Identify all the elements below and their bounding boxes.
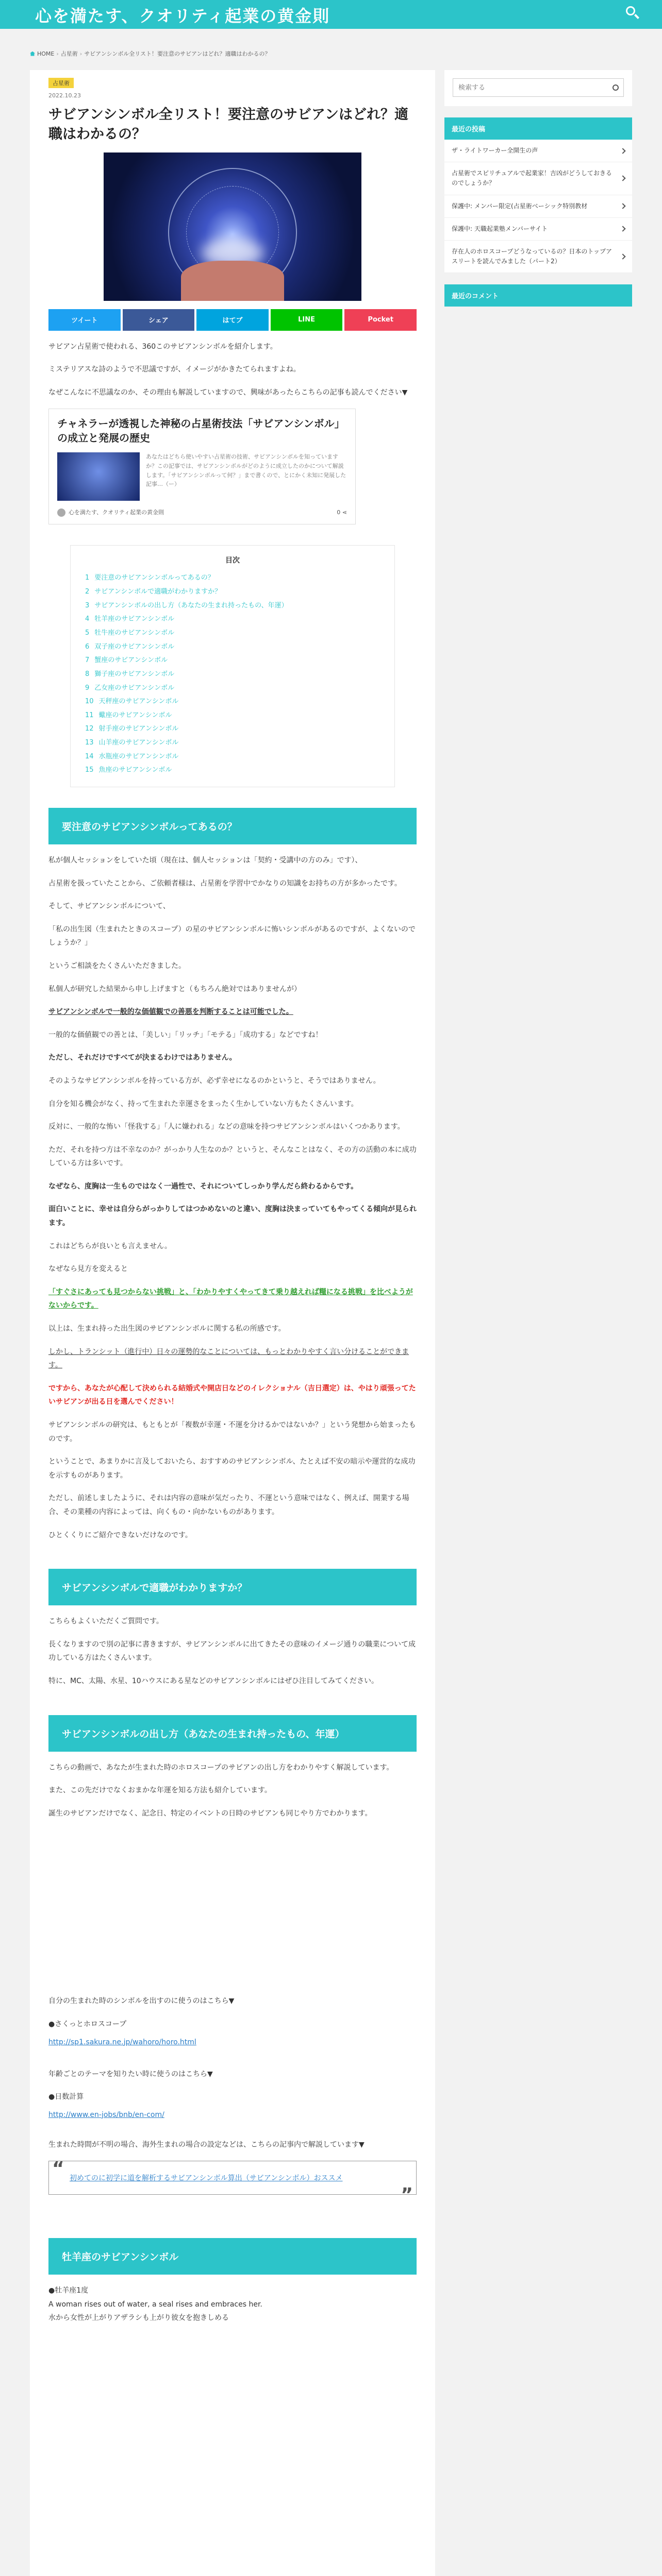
body-text: 自分を知る機会がなく、持って生まれた幸運さをまったく生かしていない方もたくさんいます。 [48, 1099, 358, 1108]
article-title: サビアンシンボル全リスト！要注意のサビアンはどれ？適職はわかるの？ [48, 107, 408, 142]
body-text: 水から女性が上がりアザラシも上がり彼女を抱きしめる [48, 2314, 229, 2323]
site-header [0, 0, 662, 29]
sidebar [444, 70, 632, 307]
card-thumbnail[interactable] [57, 452, 140, 501]
avatar [57, 509, 65, 517]
horoscope-link[interactable]: http://sp1.sakura.ne.jp/wahoro/horo.html [48, 2038, 196, 2046]
search-icon[interactable] [613, 84, 619, 91]
body-text: 反対に、一般的な怖い「怪我する」「人に嫌われる」などの意味を持つサビアンシンボルはいくつかあります。 [48, 1123, 405, 1131]
quote-link[interactable]: 初めてのに初学に道を解析するサビアンシンボル算出（サビアンシンボル）おススメ [70, 2174, 343, 2183]
body-text: ということで、あまりかに言及しておいたら、おすすめのサビアンシンボル、たとえば不安の暗示や運営的な成功を示すものがあります。 [48, 1458, 416, 1480]
body-text: ●日数計算 [48, 2093, 84, 2102]
breadcrumb: HOME › 占星術 › サビアンシンボル全リスト！要注意のサビアンはどれ？適職はわかるの？ [30, 49, 271, 58]
search-icon[interactable] [625, 5, 640, 21]
toc-item[interactable]: 10 天秤座のサビアンシンボル [85, 698, 179, 706]
body-text: ただ、それを持つ方は不幸なのか？がっかり人生なのか？というと、そんなことはなく、その方の活動の本に成功している方は多いです。 [48, 1145, 417, 1168]
toc-item[interactable]: 13 山羊座のサビアンシンボル [85, 739, 179, 747]
recent-post-item[interactable]: 占星術でスピリチュアルで起業家！吉凶がどうしておきるのでしょうか？ [444, 162, 632, 195]
body-text: ●さくっとホロスコープ [48, 2020, 127, 2028]
recent-post-item[interactable]: ザ・ライトワーカー全開生の声 [444, 140, 632, 162]
hero-image [104, 152, 361, 301]
toc-list [85, 571, 380, 777]
recent-posts-list [444, 140, 632, 273]
toc-item[interactable]: 4 牡羊座のサビアンシンボル [85, 615, 175, 623]
search-input[interactable] [453, 78, 624, 97]
section-body [48, 1761, 417, 1821]
toc-item[interactable]: 9 乙女座のサビアンシンボル [85, 684, 175, 692]
body-text: サビアンシンボルで一般的な価値観での善悪を判断することは可能でした。 [48, 1008, 293, 1016]
body-text: 以上は、生まれ持った出生図のサビアンシンボルに関する私の所感です。 [48, 1325, 286, 1333]
blockquote [48, 2158, 417, 2206]
body-text: ですから、あなたが心配して決められる結婚式や開店日などのイレクショナル（吉日選定）は、やはり頑張ってたいサビアンが出る日を選んでください！ [48, 1384, 416, 1406]
date-calc-link[interactable]: http://www.en-jobs/bnb/en-com/ [48, 2110, 164, 2119]
toc-item[interactable]: 1 要注意のサビアンシンボルってあるの？ [85, 574, 214, 582]
line-share-button[interactable]: LINE [271, 309, 343, 331]
recent-post-item[interactable]: 存在人のホロスコープどうなっているの？日本のトップアスリートを読んでみました（パート2） [444, 241, 632, 273]
breadcrumb-home[interactable]: HOME [37, 50, 55, 57]
body-text: 「すぐさにあっても見つからない挑戦」と、「わかりやすくやってきて乗り越えれば糧になる挑戦」を比べようがないからです。 [48, 1287, 413, 1310]
body-text: なぜなら見方を変えると [48, 1265, 128, 1274]
toc-item[interactable]: 5 牡牛座のサビアンシンボル [85, 629, 175, 637]
body-text: こちらもよくいただくご質問です。 [48, 1617, 163, 1626]
recent-post-item[interactable]: 保護中: 天職起業塾メンバーサイト [444, 218, 632, 241]
body-text: 生まれた時間が不明の場合、海外生まれの場合の設定などは、こちらの記事内で解説しています▼ [48, 2140, 365, 2149]
section-body [48, 854, 417, 1542]
share-icon[interactable]: ⋖ [342, 509, 347, 516]
toc-item[interactable]: 7 蟹座のサビアンシンボル [85, 656, 168, 665]
chevron-right-icon [620, 203, 625, 209]
chevron-right-icon [620, 148, 625, 154]
section-heading: 要注意のサビアンシンボルってあるの？ [48, 808, 417, 844]
body-text: 自分の生まれた時のシンボルを出すのに使うのはこちら▼ [48, 1997, 235, 2006]
card-author: 心を満たす、クオリティ起業の黄金則 [69, 509, 164, 516]
home-icon [30, 52, 35, 56]
chevron-right-icon [620, 253, 625, 259]
post-date: 2022.10.23 [48, 92, 81, 99]
facebook-share-button[interactable]: シェア [123, 309, 195, 331]
body-text: 私が個人セッションをしていた頃（現在は、個人セッションは「契約・受講中の方のみ」です）、 [48, 856, 362, 865]
body-text: こちらの動画で、あなたが生まれた時のホロスコープのサビアンの出し方をわかりやすく解説しています。 [48, 1763, 394, 1772]
body-text: なぜなら、度胸は一生ものではなく一過性で、それについてしっかり学んだら終わるからです。 [48, 1182, 358, 1191]
pocket-share-button[interactable]: Pocket [344, 309, 417, 331]
body-text: また、この先だけでなくおまかな年運を知る方法も紹介しています。 [48, 1786, 272, 1795]
share-buttons [48, 309, 417, 331]
chevron-right-icon [620, 176, 625, 181]
card-description: あなたはどちら使いやすい占星術の技術、サビアンシンボルを知っていますか？この記事では、サビアンシンボルがどのように成立したのかについて解説します。「サビアンシンボルって何？」まで書くので、とにかく未知に発展した記事…（ー） [146, 453, 346, 488]
video-embed[interactable] [48, 1820, 417, 1985]
body-text: これはどちらが良いとも言えません。 [48, 1242, 172, 1250]
body-text: 特に、MC、太陽、水星、10ハウスにある星などのサビアンシンボルにはぜひ注目してみてください。 [48, 1676, 378, 1685]
toc-item[interactable]: 15 魚座のサビアンシンボル [85, 766, 172, 774]
section-heading: サビアンシンボルの出し方（あなたの生まれ持ったもの、年運） [48, 1715, 417, 1752]
body-text: 一般的な価値観での善とは、「美しい」「リッチ」「モテる」「成功する」などですね！ [48, 1030, 323, 1039]
body-text: そのようなサビアンシンボルを持っている方が、必ず幸せになるのかというと、そうではありません。 [48, 1076, 380, 1085]
toc-item[interactable]: 8 獅子座のサビアンシンボル [85, 670, 175, 678]
related-post-card[interactable] [48, 409, 356, 524]
article-main [30, 70, 435, 2576]
toc-item[interactable]: 12 射手座のサビアンシンボル [85, 725, 179, 733]
recent-comments-heading: 最近のコメント [444, 284, 632, 307]
quote-open-icon: “ [52, 2158, 64, 2180]
body-text: というご相談をたくさんいただきました。 [48, 961, 186, 970]
quote-close-icon: ” [401, 2184, 413, 2206]
hatena-share-button[interactable]: はてブ [196, 309, 269, 331]
table-of-contents [70, 545, 395, 787]
body-text: 占星術を扱っていたことから、ご依頼者様は、占星術を学習中でかなりの知識をお持ちの方が多かったです。 [48, 879, 402, 888]
body-text: 誕生のサビアンだけでなく、記念日、特定のイベントの日時のサビアンも同じやり方でわかります。 [48, 1809, 372, 1818]
chevron-right-icon [620, 226, 625, 232]
toc-item[interactable]: 2 サビアンシンボルで適職がわかりますか？ [85, 588, 222, 596]
breadcrumb-current: サビアンシンボル全リスト！要注意のサビアンはどれ？適職はわかるの？ [84, 50, 271, 57]
breadcrumb-category[interactable]: 占星術 [60, 50, 78, 57]
site-title[interactable]: 心を満たす、クオリティ起業の黄金則 [35, 6, 330, 26]
card-count: 0 [337, 509, 341, 516]
category-badge[interactable]: 占星術 [48, 78, 74, 88]
body-text: 年齢ごとのテーマを知りたい時に使うのはこちら▼ [48, 2070, 213, 2078]
section-body [48, 1615, 417, 1688]
recent-post-item[interactable]: 保護中: メンバー限定(占星術ベーシック特別教材 [444, 195, 632, 218]
intro-text: ミステリアスな詩のようで不思議ですが、イメージがかきたてられますよね。 [48, 365, 301, 374]
body-text: ただし、前述しましたように、それは内容の意味が気だったり、不運という意味ではなく、例えば、開業する場合、その業種の内容によっては、向くもの・向かないものがあります。 [48, 1494, 409, 1516]
body-text: しかし、トランシット（進行中）日々の運勢的なことについては、もっとわかりやすく言い分けることができます。 [48, 1347, 409, 1370]
body-text: ただし、それだけですべてが決まるわけではありません。 [48, 1054, 237, 1062]
recent-posts-heading: 最近の投稿 [444, 117, 632, 140]
twitter-share-button[interactable]: ツイート [48, 309, 121, 331]
body-text: サビアンシンボルの研究は、もともとが「複数が幸運・不運を分けるかではないか？」という発想から始まったものです。 [48, 1421, 416, 1443]
body-text: 面白いことに、幸せは自分らがっかりしてはつかめないのと違い、度胸は決まっていてもやってくる傾向が見られます。 [48, 1205, 417, 1228]
intro-text: なぜこんなに不思議なのか、その理由も解説していますので、興味があったらこちらの記事も読んでください▼ [48, 388, 408, 397]
intro-text: サビアン占星術で使われる、360このサビアンシンボルを紹介します。 [48, 342, 277, 351]
body-text: 「私の出生図（生まれたときのスコープ）の星のサビアンシンボルに怖いシンボルがあるのですが、よくないのでしょうか？」 [48, 925, 416, 947]
toc-title: 目次 [225, 556, 240, 565]
body-text: そして、サビアンシンボルについて、 [48, 902, 170, 911]
body-text: ●牡羊座1度 [48, 2286, 89, 2295]
toc-item[interactable]: 14 水瓶座のサビアンシンボル [85, 752, 179, 760]
body-text: 私個人が研究した結果から申し上げますと（もちろん絶対ではありませんが） [48, 985, 301, 993]
body-text: ひとくくりにご紹介できないだけなのです。 [48, 1531, 192, 1539]
section-heading: 牡羊座のサビアンシンボル [48, 2238, 417, 2275]
toc-item[interactable]: 6 双子座のサビアンシンボル [85, 642, 175, 651]
sidebar-search [444, 70, 632, 106]
toc-item[interactable]: 11 蠍座のサビアンシンボル [85, 711, 172, 719]
toc-item[interactable]: 3 サビアンシンボルの出し方（あなたの生まれ持ったもの、年運） [85, 601, 288, 609]
body-text: A woman rises out of water, a seal rises and embraces her. [48, 2300, 262, 2309]
card-title[interactable]: チャネラーが透視した神秘の占星術技法「サビアンシンボル」の成立と発展の歴史 [57, 417, 345, 445]
body-text: 長くなりますので別の記事に書きますが、サビアンシンボルに出てきたその意味のイメージ通りの職業について成功している方はたくさんいます。 [48, 1640, 416, 1663]
section-heading: サビアンシンボルで適職がわかりますか？ [48, 1569, 417, 1605]
